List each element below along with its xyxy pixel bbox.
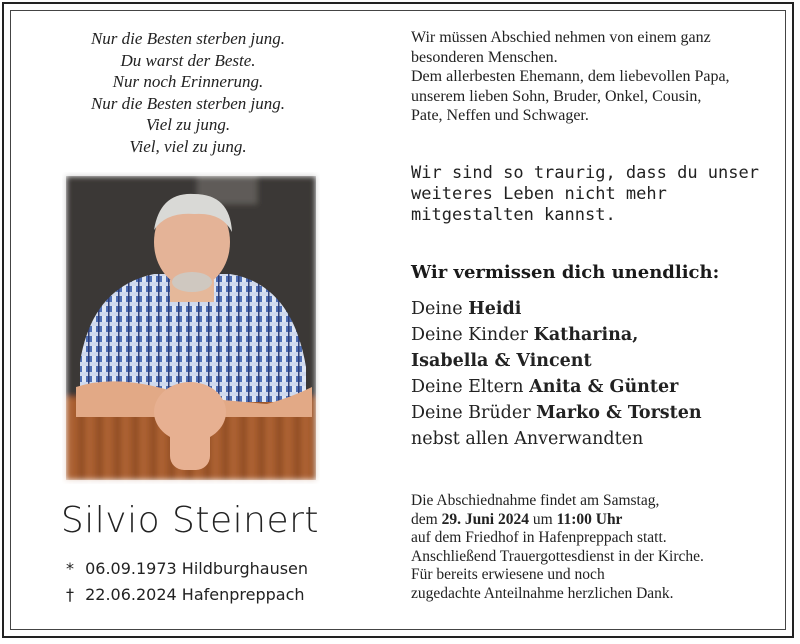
sadness-line: Wir sind so traurig, dass du unser bbox=[411, 163, 759, 183]
miss-heading: Wir vermissen dich unendlich: bbox=[411, 262, 720, 283]
service-info bbox=[411, 492, 781, 603]
poem-line: Du warst der Beste. bbox=[120, 50, 256, 70]
service-line: Für bereits erwiesene und noch bbox=[411, 566, 605, 583]
deceased-name: Silvio Steinert bbox=[60, 500, 320, 541]
life-dates bbox=[66, 556, 326, 608]
farewell-line: Wir müssen Abschied nehmen von einem ganz bbox=[411, 29, 711, 46]
cross-icon: † bbox=[66, 585, 74, 604]
farewell-line: besonderen Menschen. bbox=[411, 48, 558, 66]
sadness-text bbox=[411, 163, 759, 226]
service-line: Die Abschiednahme findet am Samstag, bbox=[411, 492, 660, 509]
farewell-line: unserem lieben Sohn, Bruder, Onkel, Cousin, bbox=[411, 87, 702, 105]
birth-date-place: 06.09.1973 Hildburghausen bbox=[85, 559, 309, 578]
wife-name: Heidi bbox=[468, 299, 522, 319]
poem-line: Nur noch Erinnerung. bbox=[112, 72, 264, 91]
parents-names: Anita & Günter bbox=[529, 377, 679, 397]
family-line-brothers: Deine Brüder Marko & Torsten bbox=[411, 403, 702, 423]
children-names: Katharina, bbox=[533, 325, 639, 345]
sadness-line: mitgestalten kannst. bbox=[411, 205, 616, 225]
farewell-line: Dem allerbesten Ehemann, dem liebevollen Papa, bbox=[411, 68, 730, 85]
service-date-line: dem 29. Juni 2024 um 11:00 Uhr bbox=[411, 510, 623, 528]
family-list bbox=[411, 296, 781, 452]
death-date-place: 22.06.2024 Hafenpreppach bbox=[85, 585, 305, 604]
family-line-children: Deine Kinder Katharina, bbox=[411, 325, 639, 345]
memorial-poem bbox=[60, 28, 316, 157]
service-time: 11:00 Uhr bbox=[556, 510, 623, 528]
poem-line: Viel, viel zu jung. bbox=[129, 136, 247, 156]
family-line-relatives: nebst allen Anverwandten bbox=[411, 429, 644, 449]
death-line bbox=[66, 582, 326, 608]
family-line-parents: Deine Eltern Anita & Günter bbox=[411, 377, 679, 397]
poem-line: Nur die Besten sterben jung. bbox=[90, 93, 286, 113]
farewell-line: Pate, Neffen und Schwager. bbox=[411, 107, 589, 124]
poem-line: Viel zu jung. bbox=[145, 115, 231, 134]
service-line: auf dem Friedhof in Hafenpreppach statt. bbox=[411, 529, 667, 546]
farewell-text bbox=[411, 28, 781, 126]
service-date: 29. Juni 2024 bbox=[441, 510, 529, 528]
family-line-wife: Deine Heidi bbox=[411, 299, 522, 319]
service-line: zugedachte Anteilnahme herzlichen Dank. bbox=[411, 584, 674, 602]
birth-line bbox=[66, 556, 326, 582]
brothers-names: Marko & Torsten bbox=[536, 403, 702, 423]
family-line-children-cont bbox=[411, 348, 781, 374]
poem-line: Nur die Besten sterben jung. bbox=[90, 29, 286, 48]
portrait-photo bbox=[62, 172, 320, 484]
children-names-cont: Isabella & Vincent bbox=[411, 351, 592, 371]
birth-star-icon: * bbox=[66, 559, 74, 578]
service-line: Anschließend Trauergottesdienst in der Kirche. bbox=[411, 547, 704, 565]
sadness-line: weiteres Leben nicht mehr bbox=[411, 184, 667, 204]
